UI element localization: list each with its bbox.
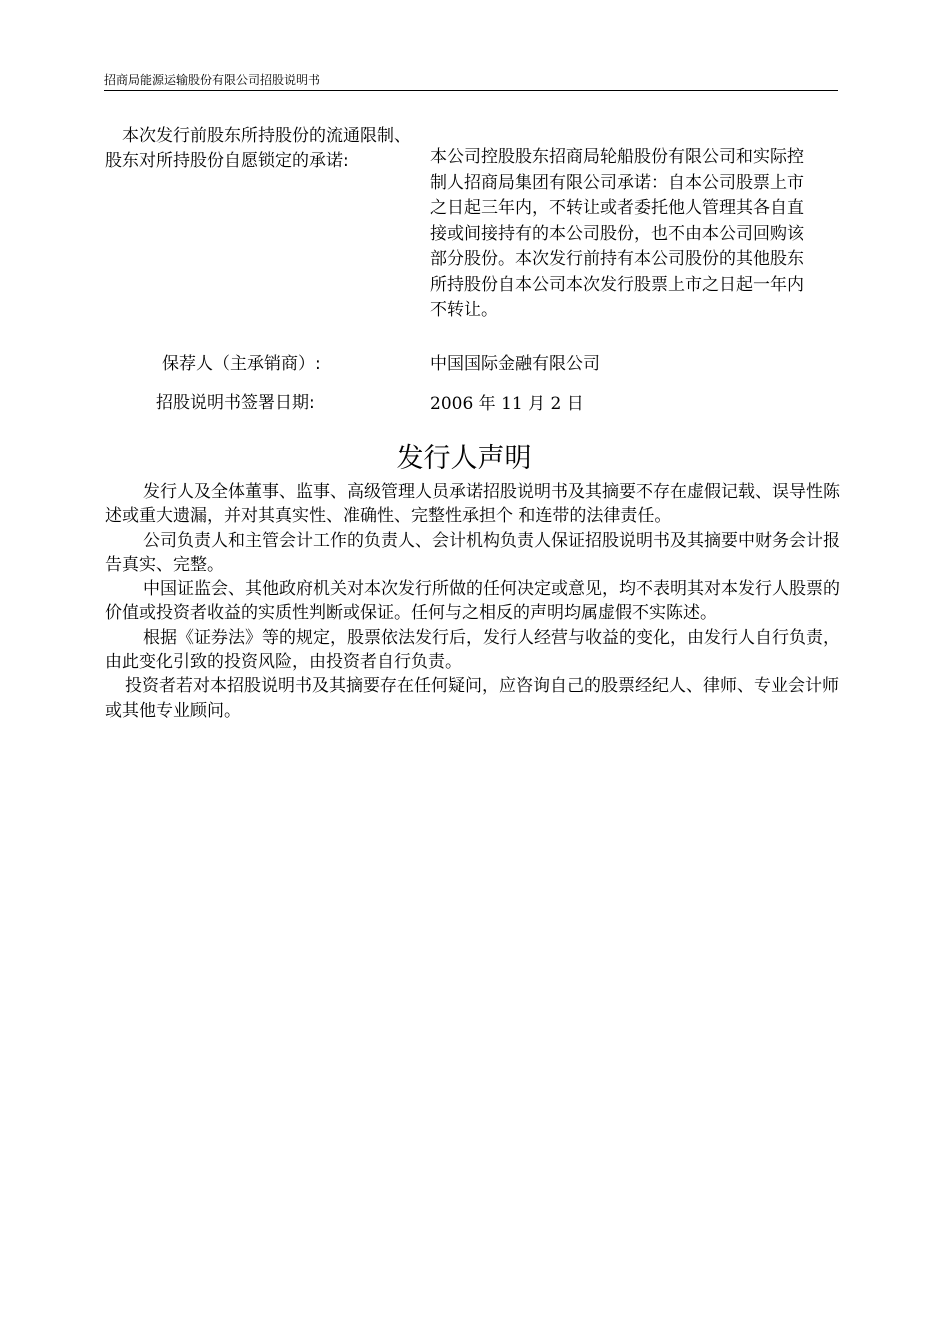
sign-date-label: 招股说明书签署日期: <box>156 393 315 413</box>
declaration-paragraph: 投资者若对本招股说明书及其摘要存在任何疑问，应咨询自己的股票经纪人、律师、专业会计师或其他专业顾问。 <box>105 676 839 721</box>
header-title: 招商局能源运输股份有限公司招股说明书 <box>104 73 321 87</box>
declaration-paragraph: 根据《证券法》等的规定，股票依法发行后，发行人经营与收益的变化，由发行人自行负责，由此变化引致的投资风险，由投资者自行负责。 <box>105 627 840 673</box>
sponsor-label: 保荐人（主承销商）: <box>162 354 321 374</box>
page-header <box>104 72 838 91</box>
declaration-body <box>105 480 845 723</box>
lockup-commitment-text: 本公司控股股东招商局轮船股份有限公司和实际控制人招商局集团有限公司承诺：自本公司股票上市之日起三年内，不转让或者委托他人管理其各自直接或间接持有的本公司股份，也不由本公司回购该部分股份。本次发行前持有本公司股份的其他股东所持股份自本公司本次发行股票上市之日起一年内不转让。 <box>430 147 804 320</box>
declaration-paragraph: 公司负责人和主管会计工作的负责人、会计机构负责人保证招股说明书及其摘要中财务会计报告真实、完整。 <box>105 530 840 575</box>
declaration-title: 发行人声明 <box>396 443 532 474</box>
lockup-commitment-label: 本次发行前股东所持股份的流通限制、股东对所持股份自愿锁定的承诺: <box>105 126 411 171</box>
sign-date-value: 2006 年 11 月 2 日 <box>430 394 584 414</box>
declaration-paragraph: 发行人及全体董事、监事、高级管理人员承诺招股说明书及其摘要不存在虚假记载、误导性陈述或重大遗漏，并对其真实性、准确性、完整性承担个 和连带的法律责任。 <box>105 482 840 527</box>
sponsor-value: 中国国际金融有限公司 <box>430 354 600 374</box>
declaration-paragraph: 中国证监会、其他政府机关对本次发行所做的任何决定或意见，均不表明其对本发行人股票的价值或投资者收益的实质性判断或保证。任何与之相反的声明均属虚假不实陈述。 <box>105 579 840 624</box>
